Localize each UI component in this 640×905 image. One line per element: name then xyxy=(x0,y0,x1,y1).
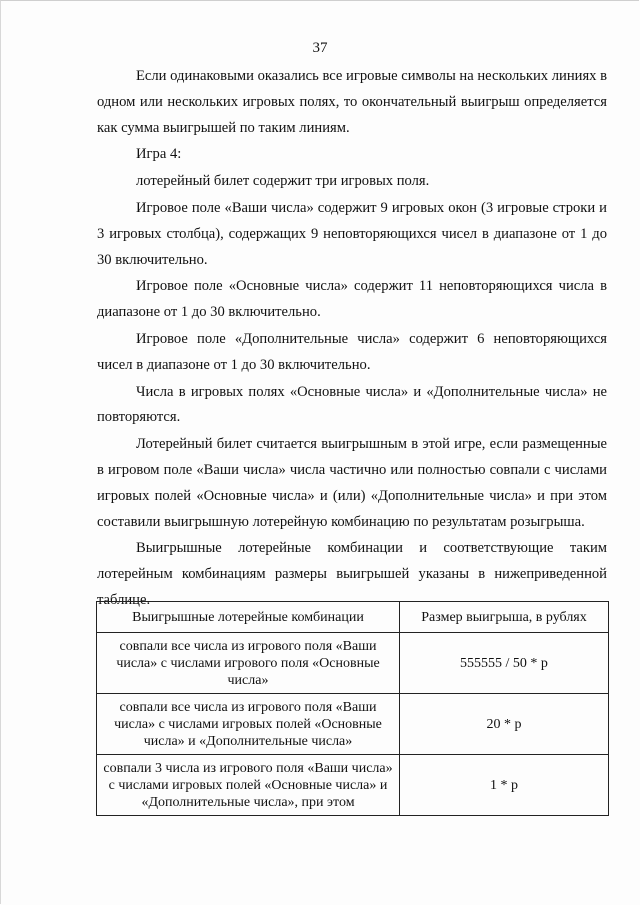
paragraph: Игровое поле «Дополнительные числа» содержит 6 неповторяющихся чисел в диапазоне от 1 до 30 включительно. xyxy=(97,330,607,373)
combination-cell: совпали все числа из игрового поля «Ваши числа» с числами игрового поля «Основные числа» xyxy=(97,633,400,694)
prize-cell: 555555 / 50 * р xyxy=(400,633,609,694)
column-header-prize: Размер выигрыша, в рублях xyxy=(400,602,609,633)
combination-cell: совпали 3 числа из игрового поля «Ваши числа» с числами игровых полей «Основные числа» и «Дополнительные числа», при этом xyxy=(97,755,400,816)
column-header-combinations: Выигрышные лотерейные комбинации xyxy=(97,602,400,633)
paragraph: Выигрышные лотерейные комбинации и соответствующие таким лотерейным комбинациям размеры выигрышей указаны в нижеприведенной таблице. xyxy=(97,540,607,608)
page-number: 37 xyxy=(312,40,328,56)
combination-cell: совпали все числа из игрового поля «Ваши числа» с числами игровых полей «Основные числа» и «Дополнительные числа» xyxy=(97,694,400,755)
paragraph: Игра 4: xyxy=(136,146,182,163)
table-row xyxy=(97,755,609,816)
paragraph: Если одинаковыми оказались все игровые символы на нескольких линиях в одном или нескольких игровых полях, то окончательный выигрыш определяется как сумма выигрышей по таким линиям. xyxy=(97,68,607,136)
paragraph: Лотерейный билет считается выигрышным в этой игре, если размещенные в игровом поле «Ваши числа» числа частично или полностью совпали с числами игровых полей «Основные числа» и (или) «Дополнительные числа» и при этом составили выигрышную лотерейную комбинацию по результатам розыгрыша. xyxy=(97,436,607,530)
table-row xyxy=(97,633,609,694)
prize-table xyxy=(96,601,609,816)
paragraph: Игровое поле «Основные числа» содержит 11 неповторяющихся числа в диапазоне от 1 до 30 включительно. xyxy=(97,278,607,321)
paragraph: Игровое поле «Ваши числа» содержит 9 игровых окон (3 игровые строки и 3 игровых столбца), содержащих 9 неповторяющихся чисел в диапазоне от 1 до 30 включительно. xyxy=(97,199,607,268)
document-body xyxy=(97,64,607,615)
table-row xyxy=(97,694,609,755)
table-header-row xyxy=(97,602,609,633)
paragraph: Числа в игровых полях «Основные числа» и «Дополнительные числа» не повторяются. xyxy=(97,383,607,426)
prize-cell: 1 * р xyxy=(400,755,609,816)
prize-cell: 20 * р xyxy=(400,694,609,755)
paragraph: лотерейный билет содержит три игровых поля. xyxy=(136,173,430,190)
